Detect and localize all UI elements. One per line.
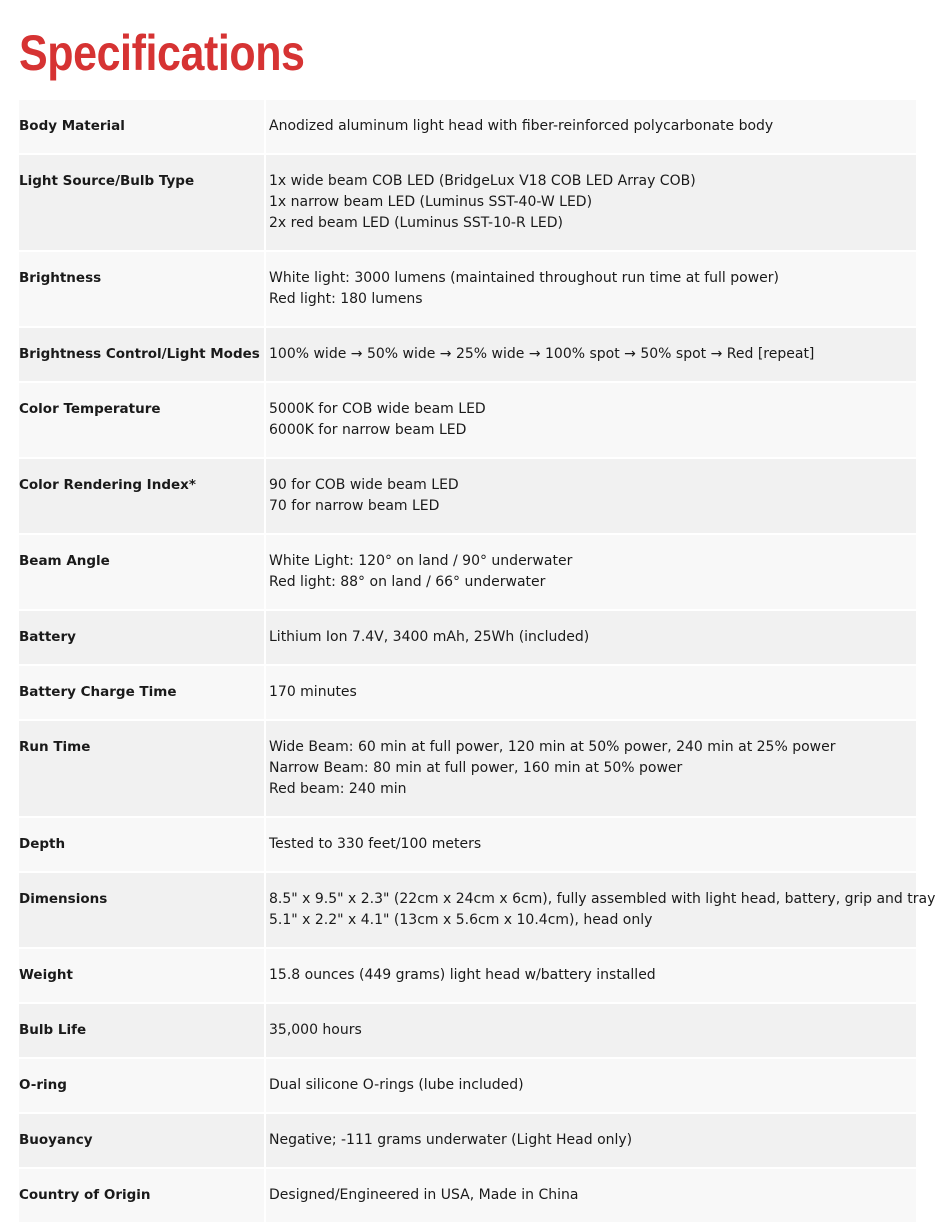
- spec-label: Country of Origin: [19, 1168, 265, 1223]
- spec-row: [19, 1113, 916, 1168]
- spec-value-line: Dual silicone O-rings (lube included): [269, 1077, 524, 1093]
- spec-row: [19, 1003, 916, 1058]
- spec-value: [265, 872, 936, 948]
- spec-label: Color Rendering Index*: [19, 458, 265, 534]
- spec-value-line: Designed/Engineered in USA, Made in China: [269, 1187, 579, 1203]
- spec-value-line: White Light: 120° on land / 90° underwater: [269, 553, 573, 569]
- spec-row: [19, 665, 916, 720]
- spec-value-line: 15.8 ounces (449 grams) light head w/battery installed: [269, 967, 656, 983]
- spec-value: [265, 458, 916, 534]
- spec-value-line: White light: 3000 lumens (maintained throughout run time at full power): [269, 270, 779, 286]
- spec-label: Battery: [19, 610, 265, 665]
- spec-row: [19, 948, 916, 1003]
- spec-value: [265, 100, 916, 154]
- spec-row: [19, 610, 916, 665]
- spec-label: Brightness Control/Light Modes: [19, 327, 265, 382]
- spec-value-line: Tested to 330 feet/100 meters: [269, 836, 482, 852]
- page-title: Specifications: [19, 25, 305, 81]
- spec-row: [19, 458, 916, 534]
- spec-value-line: 90 for COB wide beam LED: [269, 477, 459, 493]
- spec-value-line: Wide Beam: 60 min at full power, 120 min at 50% power, 240 min at 25% power: [269, 739, 836, 755]
- spec-value-line: Red light: 88° on land / 66° underwater: [269, 574, 546, 590]
- spec-label: O-ring: [19, 1058, 265, 1113]
- spec-label: Color Temperature: [19, 382, 265, 458]
- spec-value-line: Negative; -111 grams underwater (Light Head only): [269, 1132, 633, 1148]
- spec-value-line: 6000K for narrow beam LED: [269, 422, 467, 438]
- spec-value: [265, 948, 916, 1003]
- spec-row: [19, 720, 916, 817]
- spec-label: Dimensions: [19, 872, 265, 948]
- spec-label: Depth: [19, 817, 265, 872]
- spec-value: [265, 665, 916, 720]
- spec-value-line: Red light: 180 lumens: [269, 291, 423, 307]
- spec-value: [265, 610, 916, 665]
- spec-row: [19, 251, 916, 327]
- spec-label: Body Material: [19, 100, 265, 154]
- spec-label: Run Time: [19, 720, 265, 817]
- specifications-table: [19, 100, 936, 1224]
- spec-value: [265, 382, 916, 458]
- spec-label: Buoyancy: [19, 1113, 265, 1168]
- spec-value: [265, 1058, 916, 1113]
- spec-value-line: 70 for narrow beam LED: [269, 498, 440, 514]
- spec-value-line: Anodized aluminum light head with fiber-reinforced polycarbonate body: [269, 118, 774, 134]
- spec-label: Light Source/Bulb Type: [19, 154, 265, 251]
- spec-value-line: Lithium Ion 7.4V, 3400 mAh, 25Wh (included): [269, 629, 590, 645]
- spec-value-line: 35,000 hours: [269, 1022, 362, 1038]
- spec-row: [19, 100, 916, 154]
- spec-value: [265, 817, 916, 872]
- spec-value: [265, 1113, 916, 1168]
- spec-value: [265, 1003, 916, 1058]
- spec-row: [19, 1168, 916, 1223]
- spec-value: [265, 154, 916, 251]
- spec-value: [265, 251, 916, 327]
- spec-value-line: 1x wide beam COB LED (BridgeLux V18 COB LED Array COB): [269, 173, 696, 189]
- spec-value-line: 1x narrow beam LED (Luminus SST-40-W LED): [269, 194, 593, 210]
- spec-value-line: 100% wide → 50% wide → 25% wide → 100% spot → 50% spot → Red [repeat]: [269, 346, 815, 362]
- spec-value: [265, 327, 916, 382]
- spec-row: [19, 817, 916, 872]
- spec-row: [19, 872, 916, 948]
- specifications-table-body: [19, 100, 936, 1223]
- spec-label: Battery Charge Time: [19, 665, 265, 720]
- spec-value-line: Red beam: 240 min: [269, 781, 407, 797]
- spec-value: [265, 1168, 916, 1223]
- spec-label: Beam Angle: [19, 534, 265, 610]
- spec-row: [19, 382, 916, 458]
- spec-value-line: 170 minutes: [269, 684, 357, 700]
- spec-row: [19, 154, 916, 251]
- spec-label: Brightness: [19, 251, 265, 327]
- spec-value-line: 5000K for COB wide beam LED: [269, 401, 486, 417]
- spec-label: Bulb Life: [19, 1003, 265, 1058]
- spec-value: [265, 534, 916, 610]
- spec-value-line: 8.5" x 9.5" x 2.3" (22cm x 24cm x 6cm), fully assembled with light head, battery, grip and tray: [269, 891, 936, 907]
- spec-value-line: 2x red beam LED (Luminus SST-10-R LED): [269, 215, 564, 231]
- spec-row: [19, 534, 916, 610]
- spec-value: [265, 720, 916, 817]
- spec-row: [19, 327, 916, 382]
- spec-value-line: Narrow Beam: 80 min at full power, 160 min at 50% power: [269, 760, 683, 776]
- spec-value-line: 5.1" x 2.2" x 4.1" (13cm x 5.6cm x 10.4cm), head only: [269, 912, 653, 928]
- spec-label: Weight: [19, 948, 265, 1003]
- spec-row: [19, 1058, 916, 1113]
